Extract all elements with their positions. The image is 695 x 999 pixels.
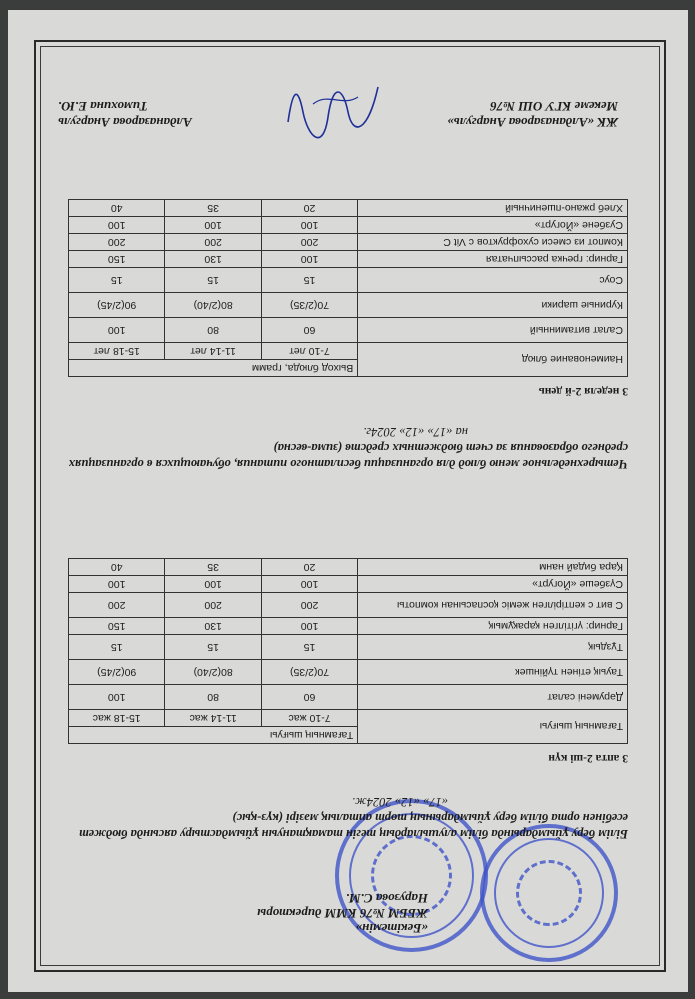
table-row: [69, 318, 628, 343]
table-row: [69, 635, 628, 660]
approval-block: [198, 891, 428, 936]
dish-value: 40: [69, 559, 165, 576]
dish-value: 70(2/35): [261, 660, 357, 685]
kz-title-text: Білім беру ұйымдарында білім алушылардың тегін тамақтануын ұйымдастыру аясында бюджет есебінен орта білім беру ұйымдарының төрт апталық мәзірі (күз-қыс): [79, 811, 628, 841]
approval-line-2: ЖББМ №76 КММ директоры: [257, 906, 428, 921]
dish-value: 20: [261, 559, 357, 576]
approval-line-1: «Бекітемін»: [355, 921, 428, 936]
dish-value: 60: [261, 685, 357, 710]
dish-value: 150: [69, 618, 165, 635]
kz-header-output: Тағамның шығуы: [69, 727, 358, 744]
ru-title-date: на «17» «12» 2024г.: [363, 425, 468, 439]
dish-value: 35: [165, 200, 261, 217]
dish-name: Салат витаминный: [358, 318, 628, 343]
kz-week-label: 3 апта 2-ші күн: [548, 752, 628, 764]
ru-age-col: 7-10 лет: [261, 343, 357, 360]
approval-line-3: Нарузова С.М.: [345, 891, 428, 906]
kz-age-col: 15-18 жас: [69, 710, 165, 727]
ru-age-col: 15-18 лет: [69, 343, 165, 360]
dish-name: С вит с кептірілген жеміс қоспасынан компоты: [358, 593, 628, 618]
ru-menu-title: [68, 424, 628, 472]
dish-value: 200: [69, 593, 165, 618]
ru-title-text: Четырехнедельное меню блюд для организации бесплатного питания, обучающихся в организациях среднего образования за счет бюджетных средств (зима-весна): [68, 441, 628, 471]
kz-menu-title: [68, 794, 628, 842]
dish-name: Қара бидай нанм: [358, 559, 628, 576]
table-row: [69, 251, 628, 268]
signature-left-2: Мекеме КГУ ОШ №76: [490, 99, 618, 114]
signature-left-1: ЖК «Алданазарова Анаргуль»: [447, 115, 618, 130]
dish-value: 15: [261, 635, 357, 660]
kz-header-dish: Тағамның шығуы: [358, 710, 628, 744]
dish-value: 200: [165, 234, 261, 251]
dish-value: 80: [165, 685, 261, 710]
dish-value: 150: [69, 251, 165, 268]
signature-right-2: Тимохина Е.Ю.: [58, 99, 148, 114]
dish-value: 200: [261, 234, 357, 251]
dish-value: 15: [69, 268, 165, 293]
dish-value: 80: [165, 318, 261, 343]
document-page: [8, 10, 688, 992]
dish-value: 80(2/40): [165, 293, 261, 318]
dish-value: 130: [165, 618, 261, 635]
table-row: [69, 559, 628, 576]
dish-value: 100: [165, 576, 261, 593]
dish-name: Куриные шарики: [358, 293, 628, 318]
ru-header-output: Выход блюда, грамм: [69, 360, 358, 377]
dish-name: Тауық етінен түйіншек: [358, 660, 628, 685]
dish-value: 200: [69, 234, 165, 251]
table-row: [69, 593, 628, 618]
dish-value: 40: [69, 200, 165, 217]
dish-value: 200: [261, 593, 357, 618]
kz-title-date: «17» «12» 2024ж.: [351, 795, 448, 809]
dish-name: Хлеб ржано-пшеничный: [358, 200, 628, 217]
signature-right: [58, 98, 298, 130]
dish-value: 70(2/35): [261, 293, 357, 318]
dish-value: 100: [69, 318, 165, 343]
handwritten-signature: [278, 72, 388, 142]
dish-value: 100: [261, 618, 357, 635]
dish-name: Дәрумені салат: [358, 685, 628, 710]
table-row: [69, 293, 628, 318]
ru-header-dish: Наименование блюд: [358, 343, 628, 377]
kz-age-col: 7-10 жас: [261, 710, 357, 727]
dish-value: 90(2/45): [69, 293, 165, 318]
ru-menu-table: [68, 199, 628, 377]
dish-value: 130: [165, 251, 261, 268]
dish-name: Гарнир: үгітілген қарақұмық: [358, 618, 628, 635]
dish-value: 100: [69, 576, 165, 593]
table-row: [69, 685, 628, 710]
table-row: [69, 234, 628, 251]
table-row: [69, 660, 628, 685]
dish-value: 100: [69, 685, 165, 710]
table-row: [69, 217, 628, 234]
table-row: [69, 576, 628, 593]
dish-value: 90(2/45): [69, 660, 165, 685]
dish-value: 100: [69, 217, 165, 234]
dish-value: 100: [261, 217, 357, 234]
kz-menu-table: [68, 558, 628, 744]
dish-value: 100: [261, 251, 357, 268]
dish-value: 100: [261, 576, 357, 593]
table-row: [69, 618, 628, 635]
ru-week-label: 3 неделя 2-й день: [538, 385, 628, 397]
signature-right-1: Алданазарова Анаргуль: [58, 115, 192, 130]
official-seal-left: [480, 824, 618, 962]
dish-name: Сүзбеше «Йогурт»: [358, 576, 628, 593]
ru-age-col: 11-14 лет: [165, 343, 261, 360]
dish-name: Соус: [358, 268, 628, 293]
signature-block: [58, 98, 618, 130]
dish-value: 60: [261, 318, 357, 343]
dish-value: 15: [261, 268, 357, 293]
dish-value: 15: [165, 268, 261, 293]
dish-name: Тұздық: [358, 635, 628, 660]
dish-value: 20: [261, 200, 357, 217]
table-row: [69, 200, 628, 217]
dish-value: 100: [165, 217, 261, 234]
dish-name: Сузбене «Йогурт»: [358, 217, 628, 234]
dish-value: 200: [165, 593, 261, 618]
dish-value: 35: [165, 559, 261, 576]
dish-value: 80(2/40): [165, 660, 261, 685]
dish-name: Компот из смеси сухофруктов с Vit C: [358, 234, 628, 251]
dish-value: 15: [165, 635, 261, 660]
table-row: [69, 268, 628, 293]
dish-name: Гарнир: гречка рассыпчатая: [358, 251, 628, 268]
dish-value: 15: [69, 635, 165, 660]
kz-age-col: 11-14 жас: [165, 710, 261, 727]
